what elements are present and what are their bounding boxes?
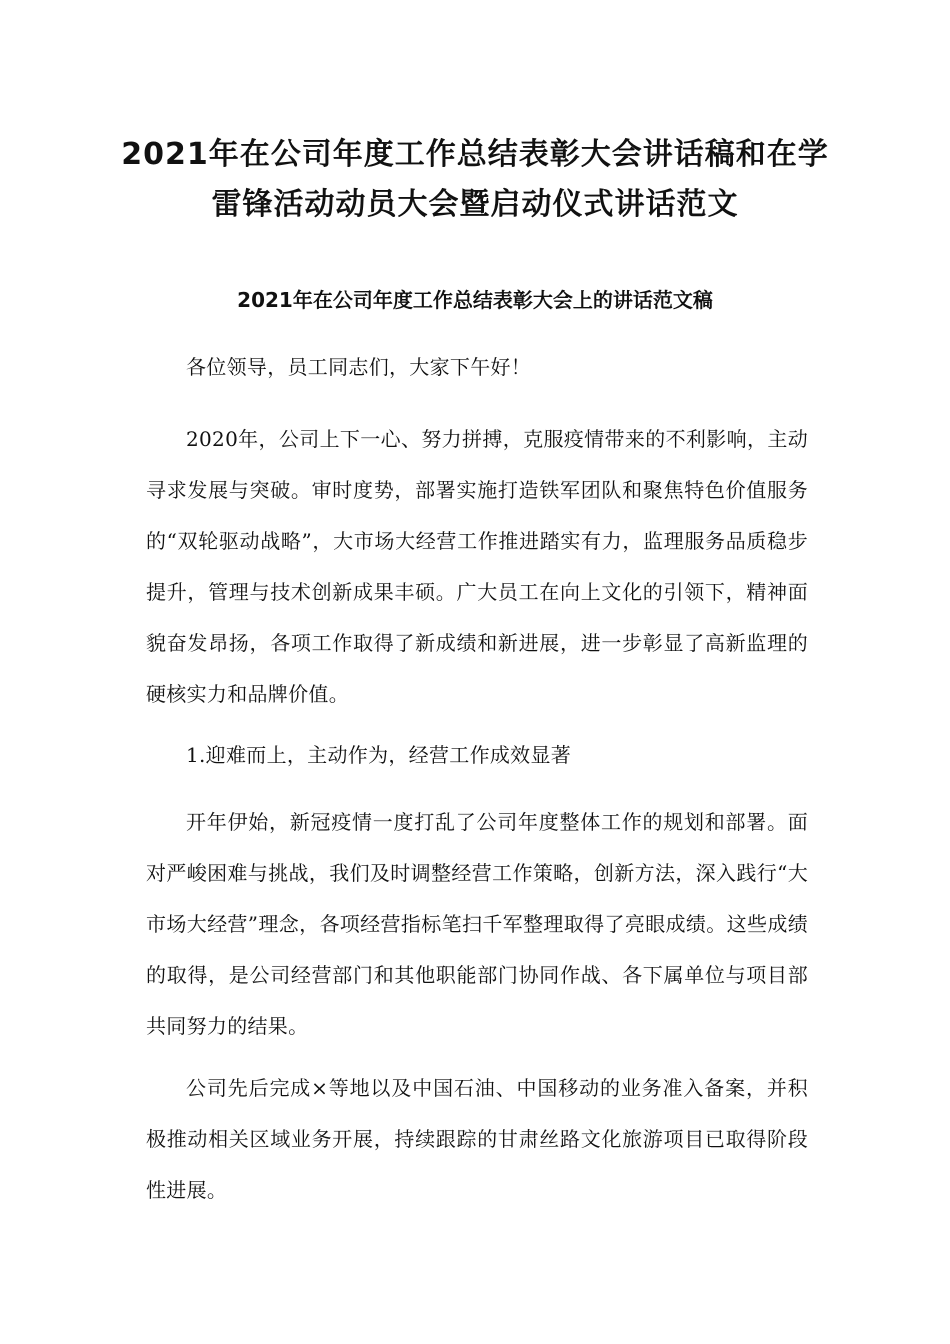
document-title-line1: 2021年在公司年度工作总结表彰大会讲话稿和在学 — [121, 137, 829, 172]
greeting-paragraph: 各位领导，员工同志们，大家下午好！ — [186, 355, 532, 379]
section-heading-1: 1.迎难而上，主动作为，经营工作成效显著 — [186, 743, 572, 767]
body-paragraph-1: 2020年，公司上下一心、努力拼搏，克服疫情带来的不利影响，主动寻求发展与突破。审时度势，部署实施打造铁军团队和聚焦特色价值服务的“双轮驱动战略”，大市场大经营工作推进踏实有力，监理服务品质稳步提升，管理与技术创新成果丰硕。广大员工在向上文化的引领下，精神面貌奋发昂扬，各项工作取得了新成绩和新进展，进一步彰显了高新监理的硬核实力和品牌价值。 — [146, 427, 808, 706]
body-paragraph-3: 公司先后完成×等地以及中国石油、中国移动的业务准入备案，并积极推动相关区域业务开展，持续跟踪的甘肃丝路文化旅游项目已取得阶段性进展。 — [146, 1076, 808, 1202]
document-title-line2: 雷锋活动动员大会暨启动仪式讲话范文 — [211, 187, 739, 222]
body-paragraph-2: 开年伊始，新冠疫情一度打乱了公司年度整体工作的规划和部署。面对严峻困难与挑战，我们及时调整经营工作策略，创新方法，深入践行“大市场大经营”理念，各项经营指标笔扫千军整理取得了亮眼成绩。这些成绩的取得，是公司经营部门和其他职能部门协同作战、各下属单位与项目部共同努力的结果。 — [146, 810, 808, 1038]
speech-subtitle: 2021年在公司年度工作总结表彰大会上的讲话范文稿 — [237, 288, 713, 312]
